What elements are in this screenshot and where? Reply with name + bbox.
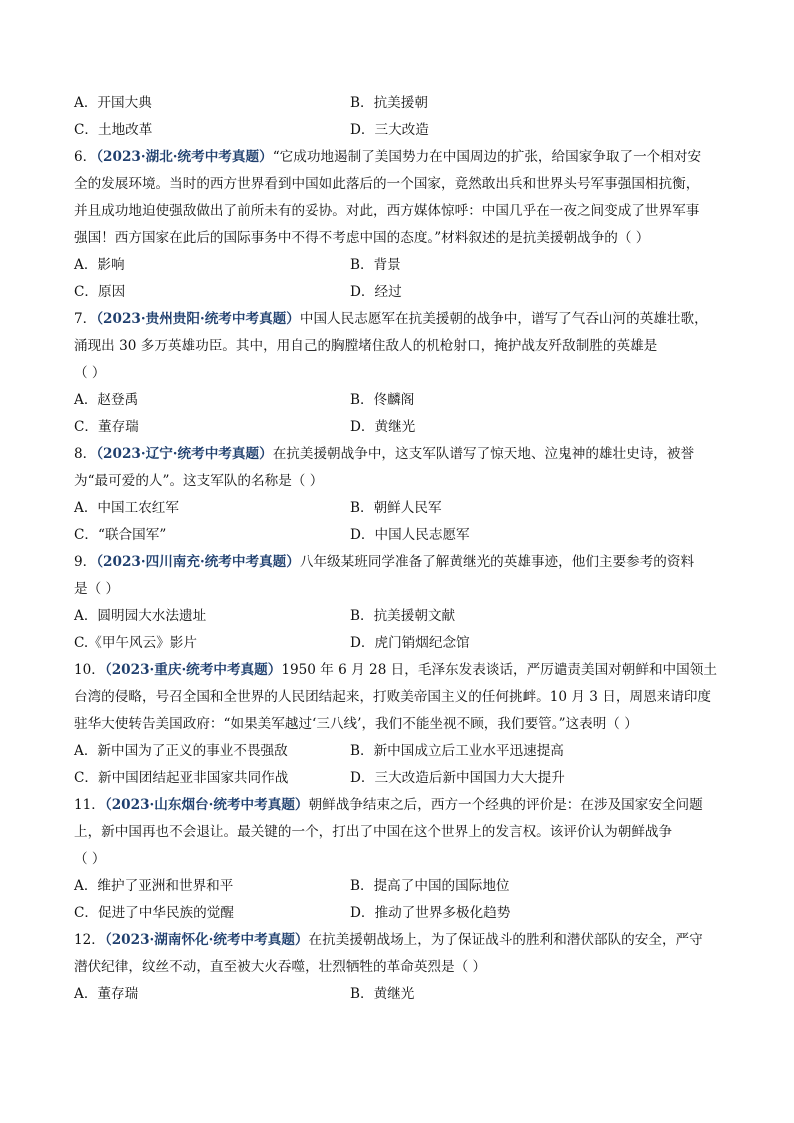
q8-source-tag: （2023·辽宁·统考中考真题）: [96, 446, 273, 462]
q6-stem-text: “它成功地遏制了美国势力在中国周边的扩张，给国家争取了一个相对安: [272, 149, 702, 165]
q8-stem-line-1: [74, 441, 724, 468]
q6-options-row-1: [74, 252, 724, 279]
q10-stem-text: 1950 年 6 月 28 日，毛泽东发表谈话，严厉谴责美国对朝鲜和中国领土: [281, 662, 717, 678]
q8-stem-line-2: 为“最可爱的人”。这支军队的名称是（ ）: [74, 473, 324, 489]
q11-source-tag: （2023·山东烟台·统考中考真题）: [104, 797, 309, 813]
q5-option-a[interactable]: A．开国大典: [74, 95, 152, 111]
q10-option-b[interactable]: B．新中国成立后工业水平迅速提高: [350, 743, 564, 759]
q5-option-c[interactable]: C．土地改革: [74, 122, 153, 138]
q6-option-b[interactable]: B．背景: [350, 257, 401, 273]
q10-number: 10．: [74, 662, 105, 678]
q9-stem-text: 八年级某班同学准备了解黄继光的英雄事迹，他们主要参考的资料: [299, 554, 695, 570]
q7-options-row-2: [74, 414, 724, 441]
q9-options-row-1: [74, 603, 724, 630]
q6-number: 6．: [74, 149, 97, 165]
q5-option-b[interactable]: B．抗美援朝: [350, 95, 428, 111]
q9-option-b[interactable]: B．抗美援朝文献: [350, 608, 456, 624]
q7-stem-line-3: （ ）: [74, 365, 106, 381]
q12-stem-line-1: [74, 927, 724, 954]
q11-stem-line-2: 上，新中国再也不会退让。最关键的一个，打出了中国在这个世界上的发言权。该评价认为朝鲜战争: [74, 824, 673, 840]
q9-option-a[interactable]: A．圆明园大水法遗址: [74, 608, 207, 624]
q12-number: 12．: [74, 932, 105, 948]
q10-option-a[interactable]: A．新中国为了正义的事业不畏强敌: [74, 743, 288, 759]
q8-option-a[interactable]: A．中国工农红军: [74, 500, 179, 516]
q5-options-row-1: [74, 90, 724, 117]
q8-option-b[interactable]: B．朝鲜人民军: [350, 500, 442, 516]
q10-stem-line-2: 台湾的侵略，号召全国和全世界的人民团结起来，打败美帝国主义的任何挑衅。10 月 3 日，周恩来请印度: [74, 689, 712, 705]
q11-option-b[interactable]: B．提高了中国的国际地位: [350, 878, 510, 894]
q7-source-tag: （2023·贵州贵阳·统考中考真题）: [96, 311, 300, 327]
q8-options-row-1: [74, 495, 724, 522]
q7-stem-text: 中国人民志愿军在抗美援朝的战争中，谱写了气吞山河的英雄壮歌，: [299, 311, 708, 327]
q7-stem-line-1: [74, 306, 724, 333]
q6-source-tag: （2023·湖北·统考中考真题）: [96, 149, 273, 165]
q10-options-row-2: [74, 765, 724, 792]
q9-number: 9．: [74, 554, 97, 570]
q6-stem-line-2: 全的发展环境。当时的西方世界看到中国如此落后的一个国家，竟然敢出兵和世界头号军事强国相抗衡，: [74, 176, 700, 192]
q9-stem-line-1: [74, 549, 724, 576]
q6-stem-line-4: 强国！西方国家在此后的国际事务中不得不考虑中国的态度。”材料叙述的是抗美援朝战争的（ ）: [74, 230, 650, 246]
q11-option-a[interactable]: A．维护了亚洲和世界和平: [74, 878, 234, 894]
q9-stem-line-2: 是（ ）: [74, 581, 120, 597]
q7-stem-line-2: 涌现出 30 多万英雄功臣。其中，用自己的胸膛堵住敌人的机枪射口，掩护战友歼敌制胜的英雄是: [74, 338, 658, 354]
q12-option-b[interactable]: B．黄继光: [350, 986, 415, 1002]
q6-stem-line-3: 并且成功地迫使强敌做出了前所未有的妥协。对此，西方媒体惊呼：中国几乎在一夜之间变成了世界军事: [74, 203, 700, 219]
q8-stem-text: 在抗美援朝战争中，这支军队谱写了惊天地、泣鬼神的雄壮史诗，被誉: [272, 446, 695, 462]
q5-options-row-2: [74, 117, 724, 144]
q11-option-c[interactable]: C．促进了中华民族的觉醒: [74, 905, 234, 921]
q11-options-row-2: [74, 900, 724, 927]
q10-option-d[interactable]: D．三大改造后新中国国力大大提升: [350, 770, 565, 786]
q6-option-c[interactable]: C．原因: [74, 284, 126, 300]
q7-option-c[interactable]: C．董存瑞: [74, 419, 139, 435]
q7-number: 7．: [74, 311, 97, 327]
q8-options-row-2: [74, 522, 724, 549]
exam-page: [74, 90, 724, 1008]
q9-options-row-2: [74, 630, 724, 657]
q8-number: 8．: [74, 446, 97, 462]
q7-option-a[interactable]: A．赵登禹: [74, 392, 139, 408]
q10-stem-line-1: [74, 657, 724, 684]
q6-option-a[interactable]: A．影响: [74, 257, 125, 273]
q8-option-d[interactable]: D．中国人民志愿军: [350, 527, 470, 543]
q11-number: 11．: [74, 797, 105, 813]
q6-options-row-2: [74, 279, 724, 306]
q10-options-row-1: [74, 738, 724, 765]
q7-option-d[interactable]: D．黄继光: [350, 419, 416, 435]
q12-stem-text: 在抗美援朝战场上，为了保证战斗的胜利和潜伏部队的安全，严守: [308, 932, 703, 948]
q11-stem-line-1: [74, 792, 724, 819]
q12-option-a[interactable]: A．董存瑞: [74, 986, 139, 1002]
q12-source-tag: （2023·湖南怀化·统考中考真题）: [104, 932, 309, 948]
q11-stem-line-3: （ ）: [74, 851, 106, 867]
q11-option-d[interactable]: D．推动了世界多极化趋势: [350, 905, 511, 921]
q10-option-c[interactable]: C．新中国团结起亚非国家共同作战: [74, 770, 289, 786]
q5-option-d[interactable]: D．三大改造: [350, 122, 429, 138]
q11-stem-text: 朝鲜战争结束之后，西方一个经典的评价是：在涉及国家安全问题: [308, 797, 703, 813]
q9-option-c[interactable]: C.《甲午风云》影片: [74, 635, 197, 651]
q6-stem-line-1: [74, 144, 724, 171]
q7-options-row-1: [74, 387, 724, 414]
q7-option-b[interactable]: B．佟麟阁: [350, 392, 415, 408]
q10-source-tag: （2023·重庆·统考中考真题）: [104, 662, 282, 678]
q10-stem-line-3: 驻华大使转告美国政府：“如果美军越过‘三八线’，我们不能坐视不顾，我们要管。”这表明（ ）: [74, 716, 638, 732]
q9-option-d[interactable]: D．虎门销烟纪念馆: [350, 635, 470, 651]
q11-options-row-1: [74, 873, 724, 900]
q12-stem-line-2: 潜伏纪律，纹丝不动，直至被大火吞噬，壮烈牺牲的革命英烈是（ ）: [74, 959, 487, 975]
q12-options-row-1: [74, 981, 724, 1008]
q6-option-d[interactable]: D．经过: [350, 284, 402, 300]
q9-source-tag: （2023·四川南充·统考中考真题）: [96, 554, 300, 570]
q8-option-c[interactable]: C．“联合国军”: [74, 527, 167, 543]
